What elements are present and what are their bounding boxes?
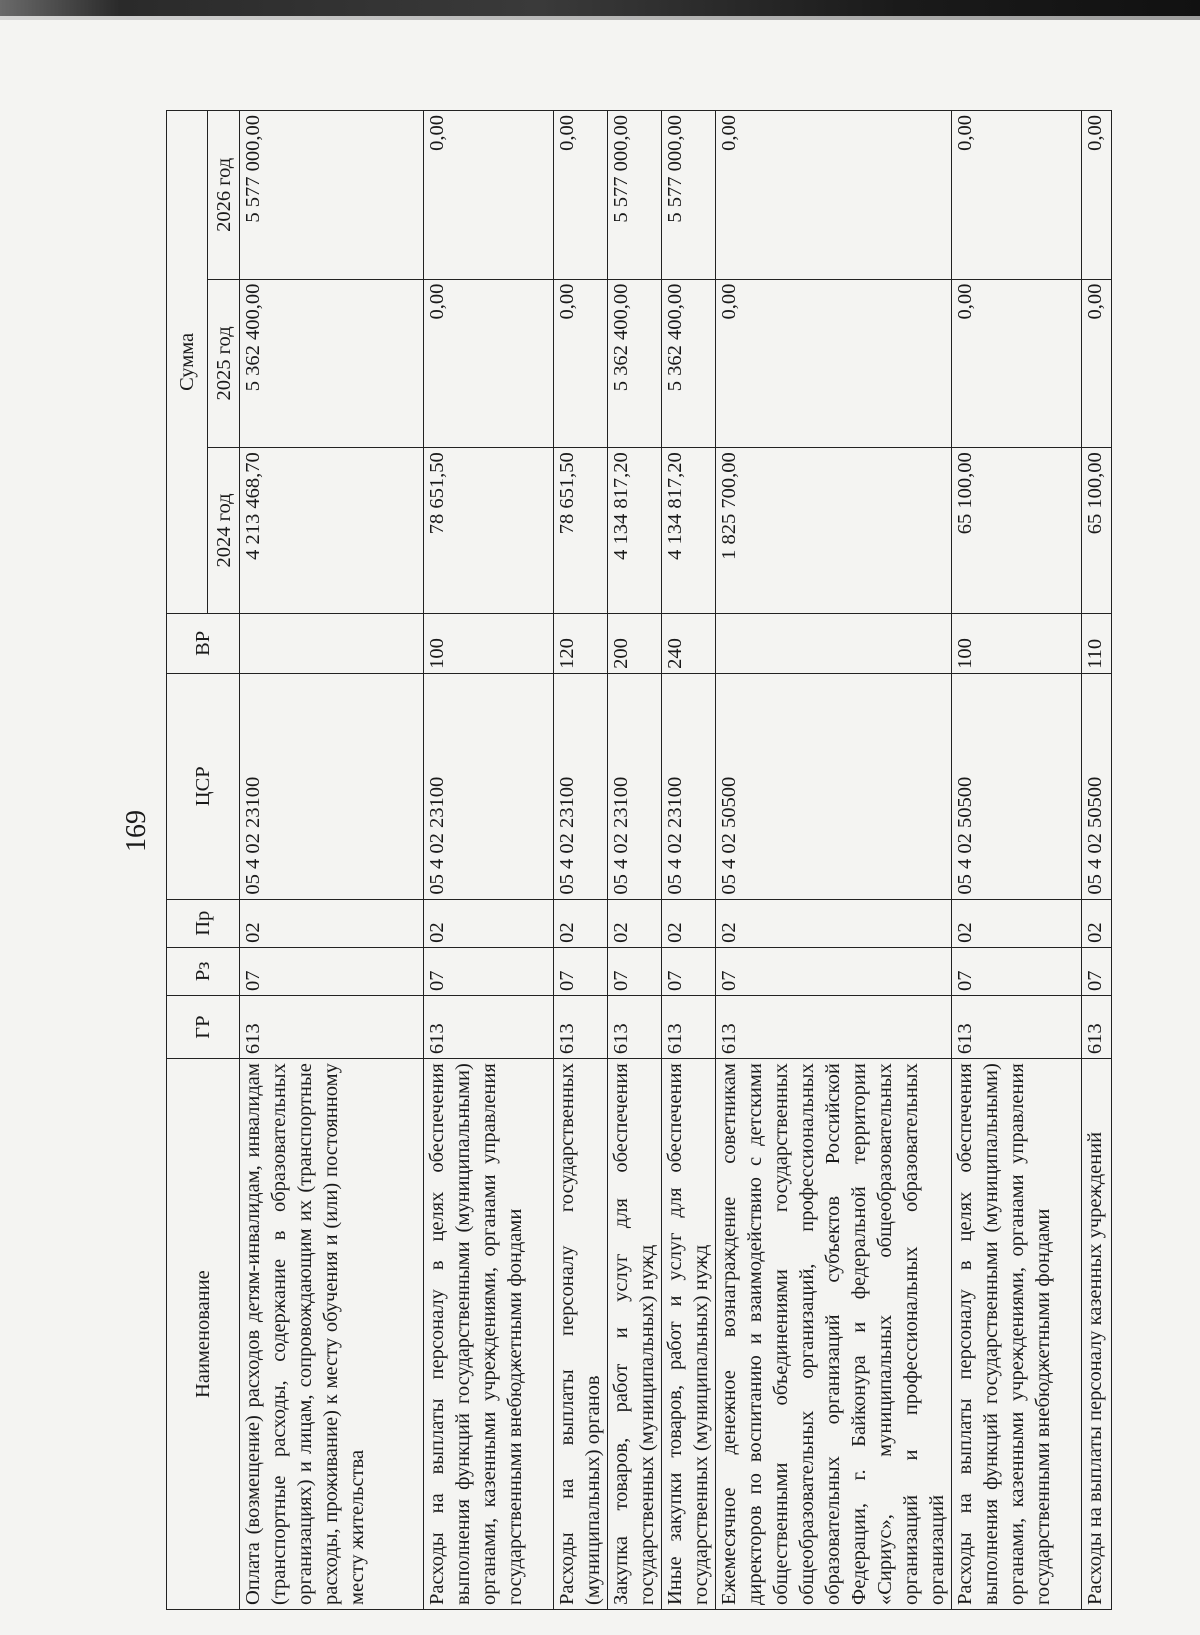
row-sum-2024: 65 100,00 — [952, 448, 1082, 614]
row-name: Расходы на выплаты персоналу государственных (муниципальных) органов — [554, 1059, 608, 1610]
header-2026: 2026 год — [208, 111, 240, 280]
row-vr: 110 — [1082, 613, 1112, 673]
table-row — [240, 111, 424, 1610]
row-sum-2026: 0,00 — [952, 111, 1082, 280]
row-gr: 613 — [1082, 995, 1112, 1058]
table-row — [554, 111, 608, 1610]
row-csr: 05 4 02 23100 — [424, 673, 554, 899]
row-pr: 02 — [952, 899, 1082, 947]
row-csr: 05 4 02 23100 — [240, 673, 424, 899]
row-sum-2025: 0,00 — [554, 279, 608, 448]
row-csr: 05 4 02 50500 — [716, 673, 952, 899]
table-row — [608, 111, 662, 1610]
row-rz: 07 — [424, 947, 554, 995]
table-row — [716, 111, 952, 1610]
row-pr: 02 — [554, 899, 608, 947]
header-gr: ГР — [167, 995, 240, 1058]
row-name: Расходы на выплаты персоналу в целях обеспечения выполнения функций государственными (муниципальными) органами, казенными учреждениями, органами управления государственными внебюджетными фондами — [952, 1059, 1082, 1610]
rotated-table-container — [166, 110, 1106, 1610]
page-number: 169 — [121, 810, 152, 852]
row-rz: 07 — [554, 947, 608, 995]
header-pr: Пр — [167, 899, 240, 947]
table-header — [167, 111, 240, 1610]
row-rz: 07 — [1082, 947, 1112, 995]
row-csr: 05 4 02 23100 — [608, 673, 662, 899]
row-sum-2025: 0,00 — [424, 279, 554, 448]
row-sum-2025: 5 362 400,00 — [662, 279, 716, 448]
row-sum-2026: 5 577 000,00 — [662, 111, 716, 280]
row-csr: 05 4 02 50500 — [1082, 673, 1112, 899]
row-name: Расходы на выплаты персоналу казенных учреждений — [1082, 1059, 1112, 1610]
table-row — [424, 111, 554, 1610]
table-row — [952, 111, 1082, 1610]
row-name: Оплата (возмещение) расходов детям-инвалидам, инвалидам (транспортные расходы, содержание в образовательных организациях) и лицам, сопровождающим их (транспортные расходы, проживание) к месту обучения и (или) постоянному месту жительства — [240, 1059, 424, 1610]
table-row — [662, 111, 716, 1610]
row-vr: 120 — [554, 613, 608, 673]
row-vr: 100 — [424, 613, 554, 673]
row-csr: 05 4 02 23100 — [554, 673, 608, 899]
row-csr: 05 4 02 23100 — [662, 673, 716, 899]
row-pr: 02 — [716, 899, 952, 947]
header-name: Наименование — [167, 1059, 240, 1610]
row-rz: 07 — [716, 947, 952, 995]
row-sum-2025: 5 362 400,00 — [240, 279, 424, 448]
row-sum-2025: 0,00 — [716, 279, 952, 448]
row-sum-2026: 0,00 — [1082, 111, 1112, 280]
row-sum-2026: 0,00 — [554, 111, 608, 280]
row-name: Ежемесячное денежное вознаграждение советникам директоров по воспитанию и взаимодействию с детскими общественными объединениями государственных общеобразовательных организаций, профессиональных образовательных организаций субъектов Российской Федерации, г. Байконура и федеральной территории «Сириус», муниципальных общеобразовательных организаций и профессиональных образовательных организаций — [716, 1059, 952, 1610]
row-pr: 02 — [608, 899, 662, 947]
row-rz: 07 — [240, 947, 424, 995]
row-sum-2024: 4 213 468,70 — [240, 448, 424, 614]
row-sum-2025: 0,00 — [952, 279, 1082, 448]
row-rz: 07 — [952, 947, 1082, 995]
row-vr — [716, 613, 952, 673]
row-vr: 200 — [608, 613, 662, 673]
row-name: Закупка товаров, работ и услуг для обеспечения государственных (муниципальных) нужд — [608, 1059, 662, 1610]
row-name: Иные закупки товаров, работ и услуг для обеспечения государственных (муниципальных) нужд — [662, 1059, 716, 1610]
row-gr: 613 — [240, 995, 424, 1058]
row-pr: 02 — [1082, 899, 1112, 947]
table-body — [240, 111, 1112, 1610]
row-vr: 240 — [662, 613, 716, 673]
row-sum-2026: 0,00 — [716, 111, 952, 280]
budget-table — [166, 110, 1112, 1610]
scan-edge-shadow — [0, 0, 1200, 16]
row-gr: 613 — [424, 995, 554, 1058]
row-sum-2026: 0,00 — [424, 111, 554, 280]
row-gr: 613 — [608, 995, 662, 1058]
row-rz: 07 — [608, 947, 662, 995]
row-sum-2024: 78 651,50 — [424, 448, 554, 614]
row-gr: 613 — [952, 995, 1082, 1058]
header-vr: ВР — [167, 613, 240, 673]
row-sum-2026: 5 577 000,00 — [608, 111, 662, 280]
row-pr: 02 — [240, 899, 424, 947]
header-rz: Рз — [167, 947, 240, 995]
row-sum-2024: 1 825 700,00 — [716, 448, 952, 614]
row-vr: 100 — [952, 613, 1082, 673]
row-name: Расходы на выплаты персоналу в целях обеспечения выполнения функций государственными (муниципальными) органами, казенными учреждениями, органами управления государственными внебюджетными фондами — [424, 1059, 554, 1610]
row-rz: 07 — [662, 947, 716, 995]
row-sum-2025: 0,00 — [1082, 279, 1112, 448]
table-row — [1082, 111, 1112, 1610]
row-sum-2024: 78 651,50 — [554, 448, 608, 614]
row-pr: 02 — [424, 899, 554, 947]
header-sum: Сумма — [167, 111, 208, 614]
row-sum-2024: 4 134 817,20 — [608, 448, 662, 614]
row-gr: 613 — [716, 995, 952, 1058]
row-sum-2024: 65 100,00 — [1082, 448, 1112, 614]
row-gr: 613 — [554, 995, 608, 1058]
header-2024: 2024 год — [208, 448, 240, 614]
row-pr: 02 — [662, 899, 716, 947]
row-sum-2026: 5 577 000,00 — [240, 111, 424, 280]
row-vr — [240, 613, 424, 673]
row-gr: 613 — [662, 995, 716, 1058]
header-2025: 2025 год — [208, 279, 240, 448]
row-csr: 05 4 02 50500 — [952, 673, 1082, 899]
scan-edge-shadow-inner — [0, 16, 1200, 20]
header-csr: ЦСР — [167, 673, 240, 899]
row-sum-2025: 5 362 400,00 — [608, 279, 662, 448]
row-sum-2024: 4 134 817,20 — [662, 448, 716, 614]
